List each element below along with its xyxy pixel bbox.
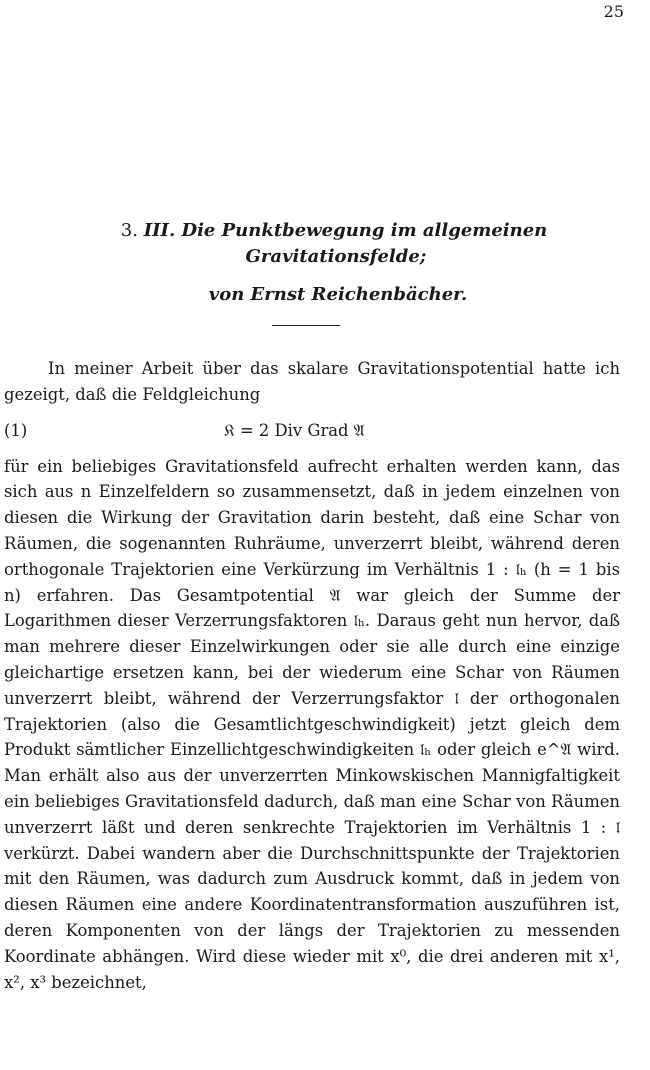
article-title-part-1: III. Die Punktbewegung im allgemeinen: [143, 220, 548, 241]
equation-1: [4, 414, 620, 448]
article-title-part-2: Gravitationsfelde;: [245, 246, 427, 267]
article-author: von Ernst Reichenbächer.: [208, 284, 468, 305]
intro-paragraph: In meiner Arbeit über das skalare Gravitationspotential hatte ich gezeigt, daß die Feldgleichung: [4, 359, 620, 404]
article-heading: [0, 218, 650, 308]
equation-body: 𝔎 = 2 Div Grad 𝔄: [224, 420, 365, 440]
article-number: 3.: [120, 220, 138, 241]
equation-number: (1): [4, 420, 28, 440]
main-paragraph: für ein beliebiges Gravitationsfeld aufrecht erhalten werden kann, das sich aus n Einzelfeldern so zusammensetzt, daß in jedem einzelnen von diesen die Wirkung der Gravitation darin besteht, daß eine Schar von Räumen, die sogenannten Ruhräume, unverzerrt bleibt, während deren orthogonale Trajektorien eine Verkürzung im Verhältnis 1 : 𝔩ₕ (h = 1 bis n) erfahren. Das Gesamtpotential 𝔄 war gleich der Summe der Logarithmen dieser Verzerrungsfaktoren 𝔩ₕ. Daraus geht nun hervor, daß man mehrere dieser Einzelwirkungen oder sie alle durch eine einzige gleichartige ersetzen kann, bei der wiederum eine Schar von Räumen unverzerrt bleibt, während der Verzerrungsfaktor 𝔩 der orthogonalen Trajektorien (also die Gesamtlichtgeschwindigkeit) jetzt gleich dem Produkt sämtlicher Einzellichtgeschwindigkeiten 𝔩ₕ oder gleich e^𝔄 wird. Man erhält also aus der unverzerrten Minkowskischen Mannigfaltigkeit ein beliebiges Gravitationsfeld dadurch, daß man eine Schar von Räumen unverzerrt läßt und deren senkrechte Trajektorien im Verhältnis 1 : 𝔩 verkürzt. Dabei wandern aber die Durchschnittspunkte der Trajektorien mit den Räumen, was dadurch zum Ausdruck kommt, daß in jedem von diesen Räumen eine andere Koordinatentransformation auszuführen ist, deren Komponenten von der längs der Trajektorien zu messenden Koordinate abhängen. Wird diese wieder mit x⁰, die drei anderen mit x¹, x², x³ bezeichnet,: [4, 456, 620, 992]
article-body: [4, 356, 620, 995]
title-divider: [272, 325, 340, 326]
page-number: 25: [603, 2, 624, 21]
article-title-line-1: [18, 218, 650, 244]
